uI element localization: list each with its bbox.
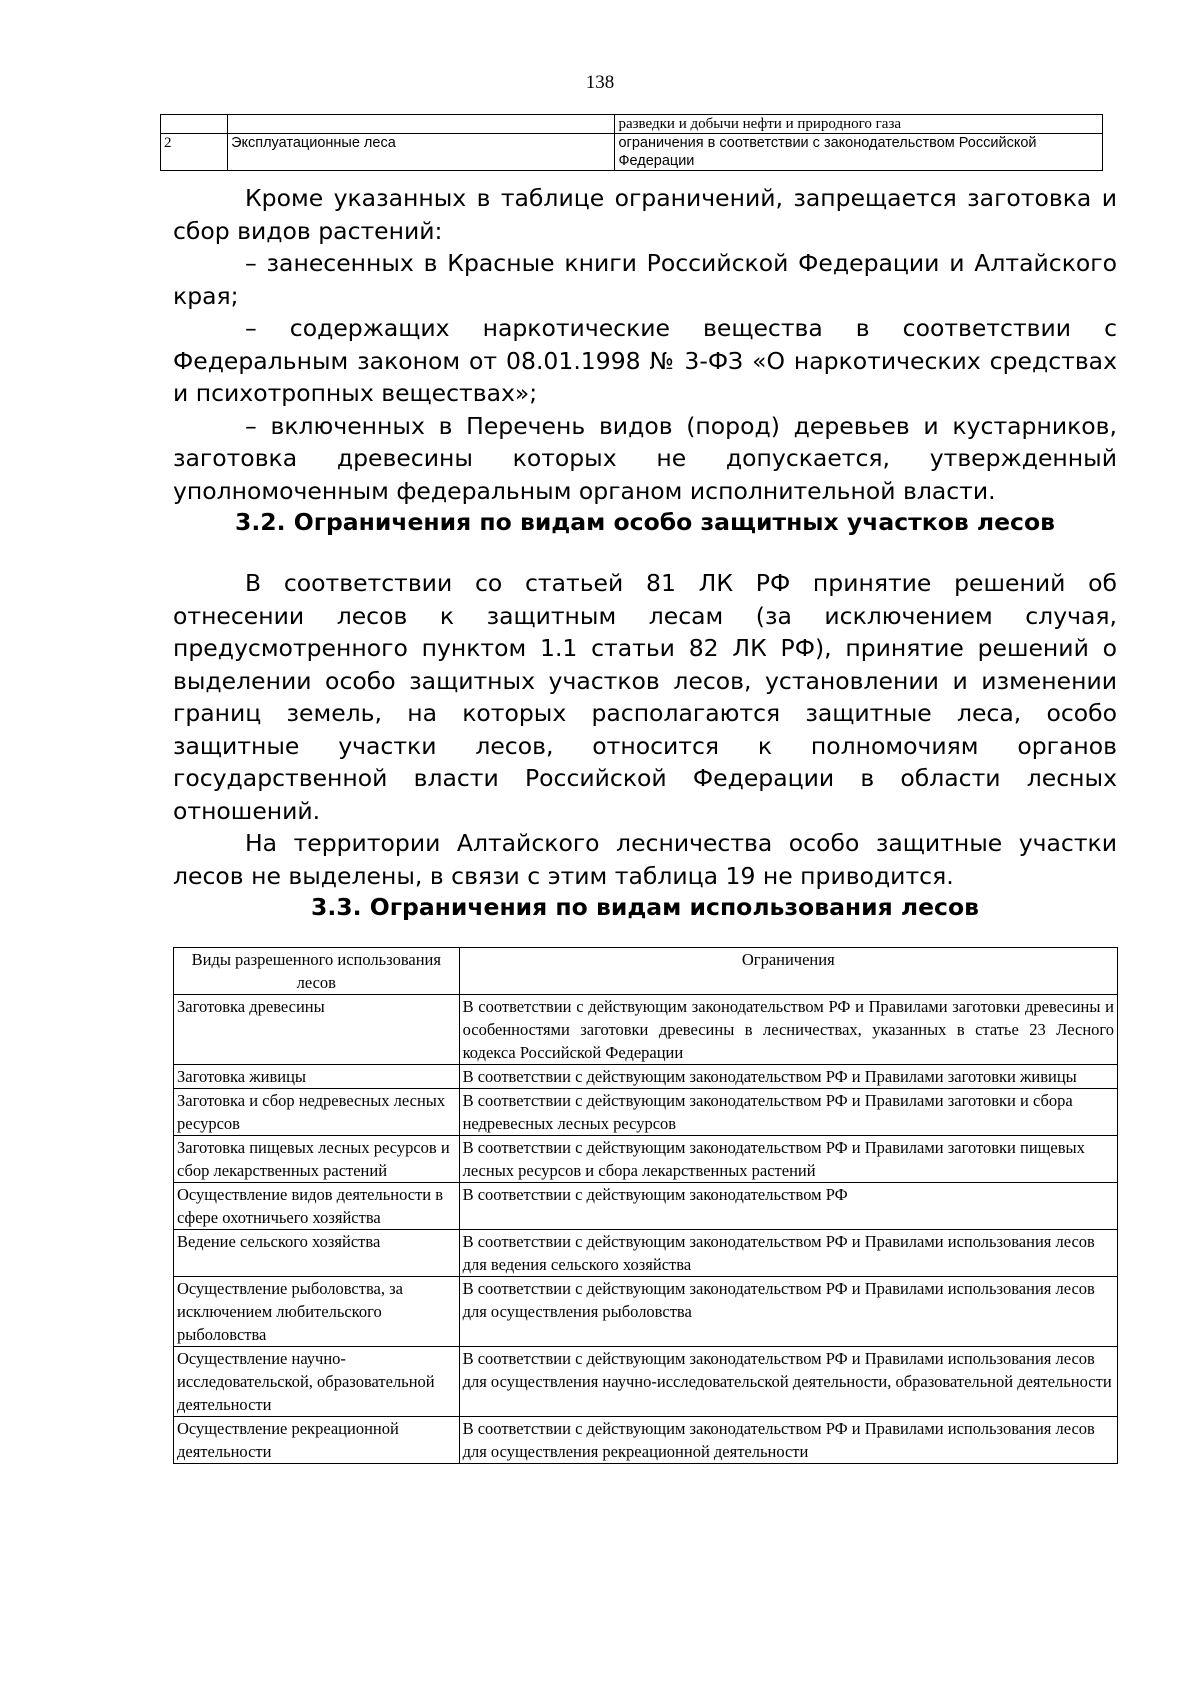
table-cell-restriction: ограничения в соответствии с законодательством Российской Федерации [615, 134, 1103, 171]
table-header-row [174, 948, 1118, 995]
table-cell-use: Заготовка пищевых лесных ресурсов и сбор лекарственных растений [174, 1136, 460, 1183]
table-row [174, 1230, 1118, 1277]
table-cell-restriction: В соответствии с действующим законодательством РФ и Правилами использования лесов для ведения сельского хозяйства [459, 1230, 1117, 1277]
table-cell-use: Заготовка древесины [174, 995, 460, 1065]
table-cell-restriction: В соответствии с действующим законодательством РФ и Правилами заготовки живицы [459, 1065, 1117, 1089]
table-cell-use: Ведение сельского хозяйства [174, 1230, 460, 1277]
table-cell-restriction: В соответствии с действующим законодательством РФ и Правилами заготовки древесины и особенностями заготовки древесины в лесничествах, указанных в статье 23 Лесного кодекса Российской Федерации [459, 995, 1117, 1065]
list-item: – включенных в Перечень видов (пород) деревьев и кустарников, заготовка древесины которых не допускается, утвержденный уполномоченным федеральным органом исполнительной власти. [173, 411, 1117, 505]
table-row [174, 1347, 1118, 1417]
table-cell-use: Осуществление рыболовства, за исключением любительского рыболовства [174, 1277, 460, 1347]
table-row [174, 1089, 1118, 1136]
column-header-use: Виды разрешенного использования лесов [174, 948, 460, 995]
table-cell-use: Осуществление научно-исследовательской, образовательной деятельности [174, 1347, 460, 1417]
table-cell-num: 2 [161, 134, 228, 171]
list-item: – содержащих наркотические вещества в соответствии с Федеральным законом от 08.01.1998 № 3-ФЗ «О наркотических средствах и психотропных веществах»; [173, 314, 1117, 407]
paragraph: В соответствии со статьей 81 ЛК РФ принятие решений об отнесении лесов к защитным лесам (за исключением случая, предусмотренного пунктом 1.1 статьи 82 ЛК РФ), принятие решений о выделении особо защитных участков лесов, установлении и изменении границ земель, на которых располагаются защитные леса, особо защитные участки лесов, относится к полномочиям органов государственной власти Российской Федерации в области лесных отношений. [173, 569, 1117, 825]
table-row [174, 1136, 1118, 1183]
table-cell-restriction: В соответствии с действующим законодательством РФ и Правилами заготовки и сбора недревесных лесных ресурсов [459, 1089, 1117, 1136]
table-cell-use: Осуществление видов деятельности в сфере охотничьего хозяйства [174, 1183, 460, 1230]
table-cell-restriction: В соответствии с действующим законодательством РФ [459, 1183, 1117, 1230]
table-cell-name [228, 115, 615, 134]
table-cell-restriction: В соответствии с действующим законодательством РФ и Правилами использования лесов для осуществления рыболовства [459, 1277, 1117, 1347]
table-row [174, 1065, 1118, 1089]
table-cell-restriction: разведки и добычи нефти и природного газа [615, 115, 1103, 134]
section-heading-3-3: 3.3. Ограничения по видам использования лесов [311, 893, 979, 921]
table-row [161, 115, 1103, 134]
table-cell-use: Заготовка и сбор недревесных лесных ресурсов [174, 1089, 460, 1136]
page-number: 138 [585, 72, 615, 93]
table-cell-restriction: В соответствии с действующим законодательством РФ и Правилами заготовки пищевых лесных ресурсов и сбора лекарственных растений [459, 1136, 1117, 1183]
paragraph: На территории Алтайского лесничества особо защитные участки лесов не выделены, в связи с этим таблица 19 не приводится. [173, 829, 1117, 890]
table-cell-restriction: В соответствии с действующим законодательством РФ и Правилами использования лесов для осуществления рекреационной деятельности [459, 1417, 1117, 1464]
paragraph: Кроме указанных в таблице ограничений, запрещается заготовка и сбор видов растений: [173, 184, 1117, 245]
table-cell-num [161, 115, 228, 134]
table-row [174, 1277, 1118, 1347]
table-row [174, 1183, 1118, 1230]
table-row [174, 995, 1118, 1065]
table-row [161, 134, 1103, 171]
section1-text [173, 182, 1117, 507]
top-continuation-table [160, 114, 1103, 171]
section2-text [173, 567, 1117, 892]
table-cell-name: Эксплуатационные леса [228, 134, 615, 171]
list-item: – занесенных в Красные книги Российской Федерации и Алтайского края; [173, 249, 1117, 310]
section-heading-3-2: 3.2. Ограничения по видам особо защитных участков лесов [234, 508, 1055, 536]
column-header-restrictions: Ограничения [459, 948, 1117, 995]
table-cell-restriction: В соответствии с действующим законодательством РФ и Правилами использования лесов для осуществления научно-исследовательской деятельности, образовательной деятельности [459, 1347, 1117, 1417]
table-cell-use: Заготовка живицы [174, 1065, 460, 1089]
table-row [174, 1417, 1118, 1464]
table-cell-use: Осуществление рекреационной деятельности [174, 1417, 460, 1464]
forest-use-restrictions-table [173, 947, 1118, 1464]
